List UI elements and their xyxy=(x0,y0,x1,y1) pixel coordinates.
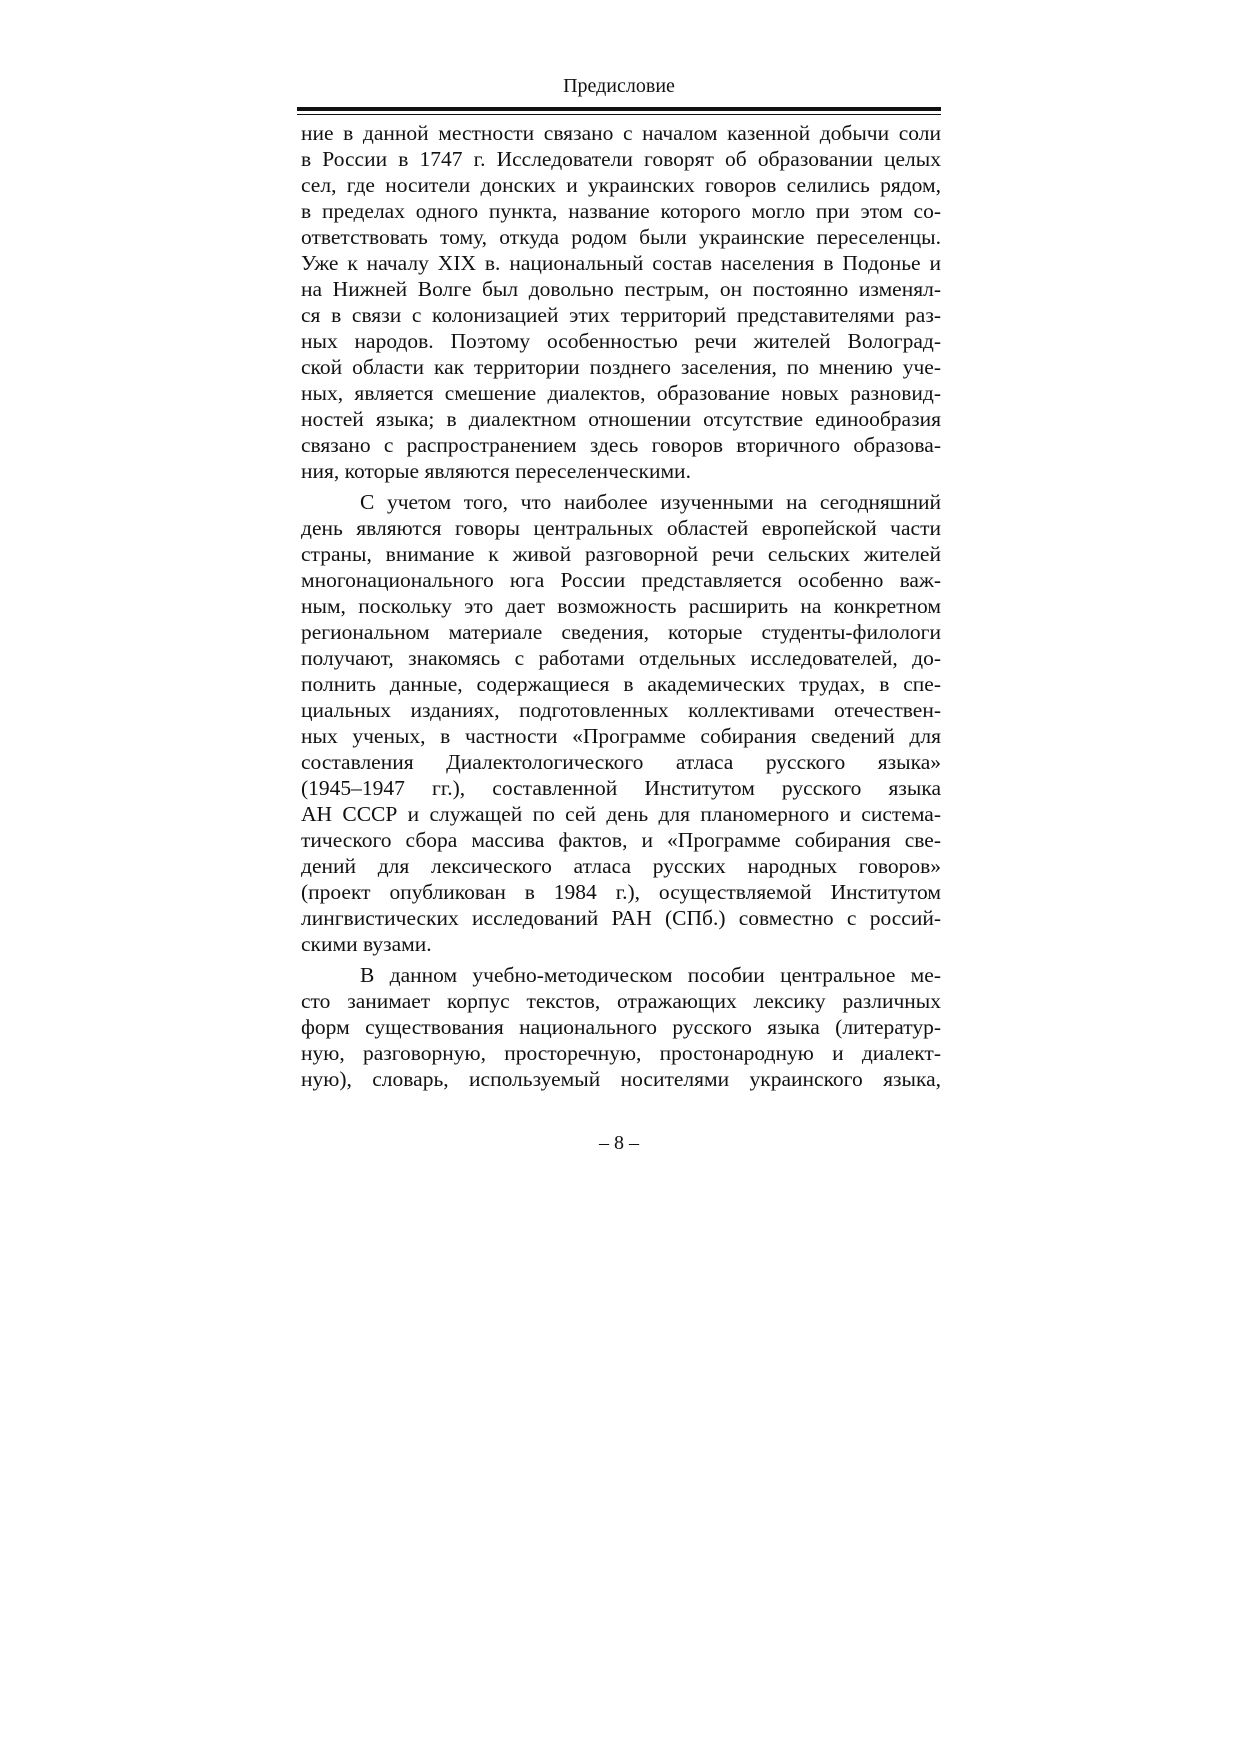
text-line: ние в данной местности связано с началом казенной добычи соли xyxy=(301,121,941,145)
text-line: ным, поскольку это дает возможность расширить на конкретном xyxy=(301,594,941,618)
text-line: ся в связи с колонизацией этих территорий представителями раз- xyxy=(301,303,941,327)
text-line: в пределах одного пункта, название которого могло при этом со- xyxy=(301,199,941,223)
text-line: составления Диалектологического атласа русского языка» xyxy=(301,750,941,774)
text-line: ную, разговорную, просторечную, простонародную и диалект- xyxy=(301,1041,941,1065)
text-line: ных, является смешение диалектов, образование новых разновид- xyxy=(301,381,941,405)
text-line: ответствовать тому, откуда родом были украинские переселенцы. xyxy=(301,225,941,249)
text-line: дений для лексического атласа русских народных говоров» xyxy=(301,854,941,878)
text-line: АН СССР и служащей по сей день для планомерного и система- xyxy=(301,802,941,826)
text-line: ской области как территории позднего заселения, по мнению уче- xyxy=(301,355,941,379)
text-line: сел, где носители донских и украинских говоров селились рядом, xyxy=(301,173,941,197)
text-line: получают, знакомясь с работами отдельных исследователей, до- xyxy=(301,646,941,670)
text-line: В данном учебно-методическом пособии центральное ме- xyxy=(360,963,941,987)
text-line: страны, внимание к живой разговорной речи сельских жителей xyxy=(301,542,941,566)
text-line: С учетом того, что наиболее изученными на сегодняшний xyxy=(360,490,941,514)
text-line: лингвистических исследований РАН (СПб.) совместно с россий- xyxy=(301,906,941,930)
text-line: циальных изданиях, подготовленных коллективами отечествен- xyxy=(301,698,941,722)
text-line: ных народов. Поэтому особенностью речи жителей Волоград- xyxy=(301,329,941,353)
text-line: многонационального юга России представляется особенно важ- xyxy=(301,568,941,592)
text-line: полнить данные, содержащиеся в академических трудах, в спе- xyxy=(301,672,941,696)
text-line: форм существования национального русского языка (литератур- xyxy=(301,1015,941,1039)
text-line: в России в 1747 г. Исследователи говорят об образовании целых xyxy=(301,147,941,171)
text-line: ностей языка; в диалектном отношении отсутствие единообразия xyxy=(301,407,941,431)
running-head-title: Предисловие xyxy=(563,75,675,97)
header-rule-thin xyxy=(297,114,941,115)
text-line: сто занимает корпус текстов, отражающих лексику различных xyxy=(301,989,941,1013)
text-line: (1945–1947 гг.), составленной Институтом русского языка xyxy=(301,776,941,800)
text-line: день являются говоры центральных областей европейской части xyxy=(301,516,941,540)
text-line: скими вузами. xyxy=(301,932,432,956)
text-line: тического сбора массива фактов, и «Программе собирания све- xyxy=(301,828,941,852)
text-line: ния, которые являются переселенческими. xyxy=(301,459,691,483)
text-line: Уже к началу XIX в. национальный состав населения в Подонье и xyxy=(301,251,941,275)
page-number: – 8 – xyxy=(599,1132,639,1154)
text-line: ных ученых, в частности «Программе собирания сведений для xyxy=(301,724,941,748)
text-line: (проект опубликован в 1984 г.), осуществляемой Институтом xyxy=(301,880,941,904)
text-line: связано с распространением здесь говоров вторичного образова- xyxy=(301,433,941,457)
header-rule-thick xyxy=(297,107,941,111)
text-line: региональном материале сведения, которые студенты-филологи xyxy=(301,620,941,644)
text-line: ную), словарь, используемый носителями украинского языка, xyxy=(301,1067,941,1091)
text-line: на Нижней Волге был довольно пестрым, он постоянно изменял- xyxy=(301,277,941,301)
